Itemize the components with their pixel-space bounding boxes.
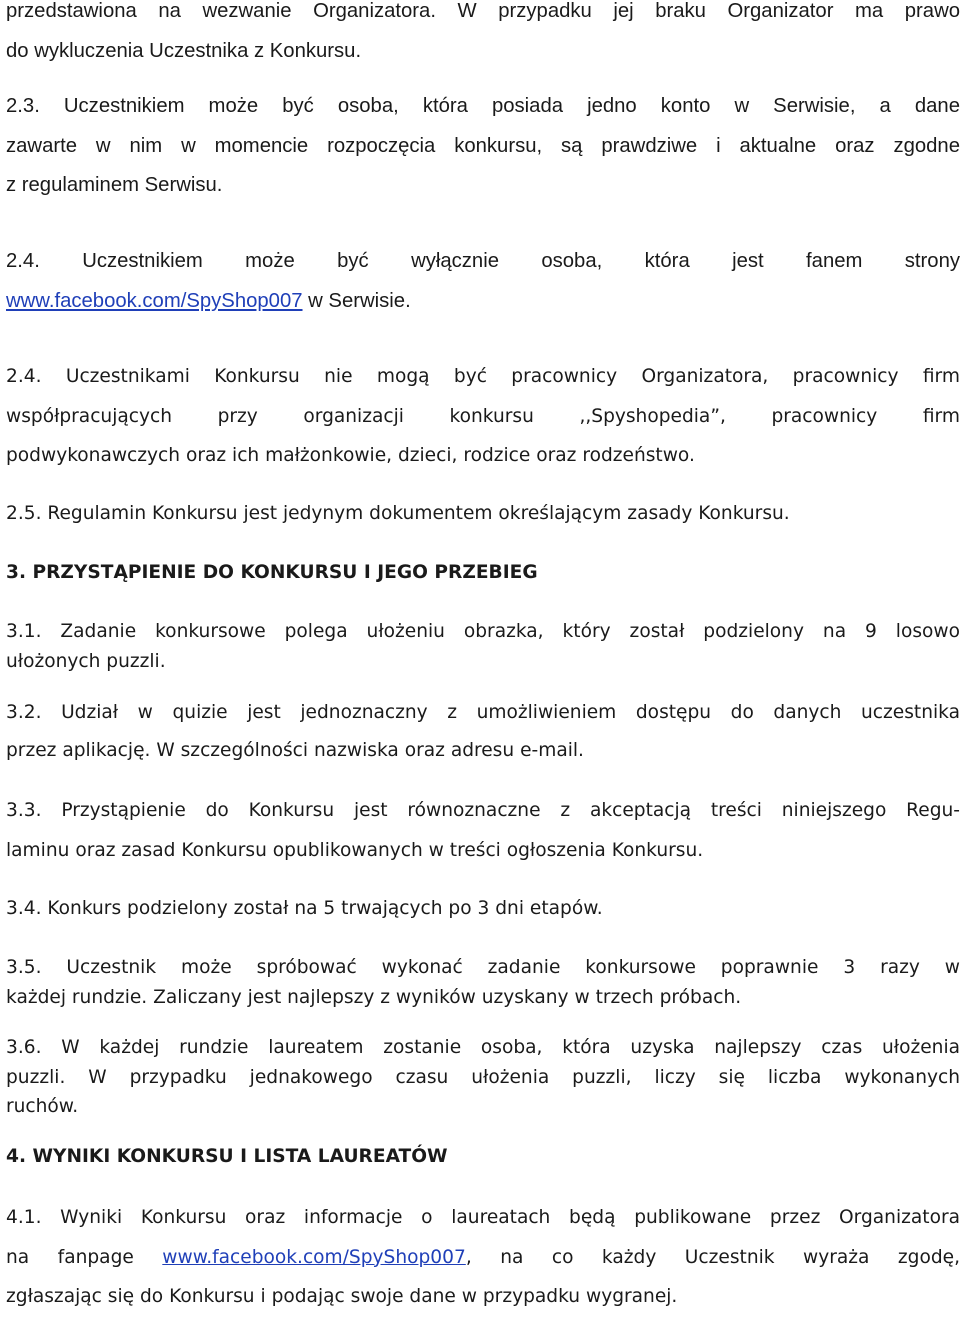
paragraph-3-2 [6,694,960,769]
text-line: do wykluczenia Uczestnika z Konkursu. [6,39,362,62]
paragraph-intro [6,0,960,71]
link-prefix: na fanpage [6,1246,163,1268]
link-suffix: , na co każdy Uczestnik wyraża zgodę, [465,1246,960,1268]
text-line: przedstawiona na wezwanie Organizatora. W przypadku jej braku Organizator ma prawo [6,0,960,22]
text-line [6,1238,960,1278]
text-line: 3.6. W każdej rundzie laureatem zostanie osoba, która uzyska najlepszy czas ułożenia [6,1037,960,1058]
text-line: 3.4. Konkurs podzielony został na 5 trwających po 3 dni etapów. [6,898,603,919]
text-line: 3.5. Uczestnik może spróbować wykonać zadanie konkursowe poprawnie 3 razy w [6,957,960,978]
text-line: puzzli. W przypadku jednakowego czasu ułożenia puzzli, liczy się liczba wykonanych [6,1066,960,1088]
text-line: 2.4. Uczestnikiem może być wyłącznie osoba, która jest fanem strony [6,250,960,272]
paragraph-4-1 [6,1198,960,1317]
paragraph-2-4-exclusions [6,357,960,476]
text-line: 2.4. Uczestnikami Konkursu nie mogą być pracownicy Organizatora, pracownicy firm [6,366,960,387]
paragraph-3-4 [6,894,960,924]
text-line: przez aplikację. W szczególności nazwiska oraz adresu e-mail. [6,739,584,761]
paragraph-3-3 [6,791,960,870]
paragraph-2-5 [6,499,960,529]
text-line: 3.3. Przystąpienie do Konkursu jest równoznaczne z akceptacją treści niniejszego Regu- [6,800,960,821]
text-line: z regulaminem Serwisu. [6,174,223,197]
text-line: podwykonawczych oraz ich małżonkowie, dzieci, rodzice oraz rodzeństwo. [6,445,695,467]
link-suffix: w Serwisie. [302,290,411,312]
text-line: 4.1. Wyniki Konkursu oraz informacje o laureatach będą publikowane przez Organizatora [6,1207,960,1228]
paragraph-3-6 [6,1033,960,1122]
section-heading-4: 4. WYNIKI KONKURSU I LISTA LAUREATÓW [6,1146,448,1167]
paragraph-3-1 [6,617,960,676]
text-line: ruchów. [6,1096,79,1117]
text-line: 2.5. Regulamin Konkursu jest jedynym dokumentem określającym zasady Konkursu. [6,503,790,524]
text-line: każdej rundzie. Zaliczany jest najlepszy z wyników uzyskany w trzech próbach. [6,986,742,1008]
section-heading-3: 3. PRZYSTĄPIENIE DO KONKURSU I JEGO PRZEBIEG [6,562,538,583]
paragraph-3-5 [6,953,960,1012]
text-line: 3.2. Udział w quizie jest jednoznaczny z umożliwieniem dostępu do danych uczestnika [6,702,960,723]
text-line: zgłaszając się do Konkursu i podając swoje dane w przypadku wygranej. [6,1286,678,1308]
text-line: zawarte w nim w momencie rozpoczęcia konkursu, są prawdziwe i aktualne oraz zgodne [6,134,960,157]
facebook-link[interactable]: www.facebook.com/SpyShop007 [6,290,303,312]
text-line: 2.3. Uczestnikiem może być osoba, która posiada jedno konto w Serwisie, a dane [6,95,960,117]
paragraph-2-4-fan [6,241,960,321]
text-line: laminu oraz zasad Konkursu opublikowanych w treści ogłoszenia Konkursu. [6,839,704,861]
text-line: współpracujących przy organizacji konkursu ,,Spyshopedia”, pracownicy firm [6,405,960,427]
paragraph-2-3 [6,87,960,206]
text-line: ułożonych puzzli. [6,650,166,672]
text-line [6,281,960,321]
facebook-fanpage-link[interactable]: www.facebook.com/SpyShop007 [162,1246,466,1268]
text-line: 3.1. Zadanie konkursowe polega ułożeniu obrazka, który został podzielony na 9 losowo [6,621,960,642]
